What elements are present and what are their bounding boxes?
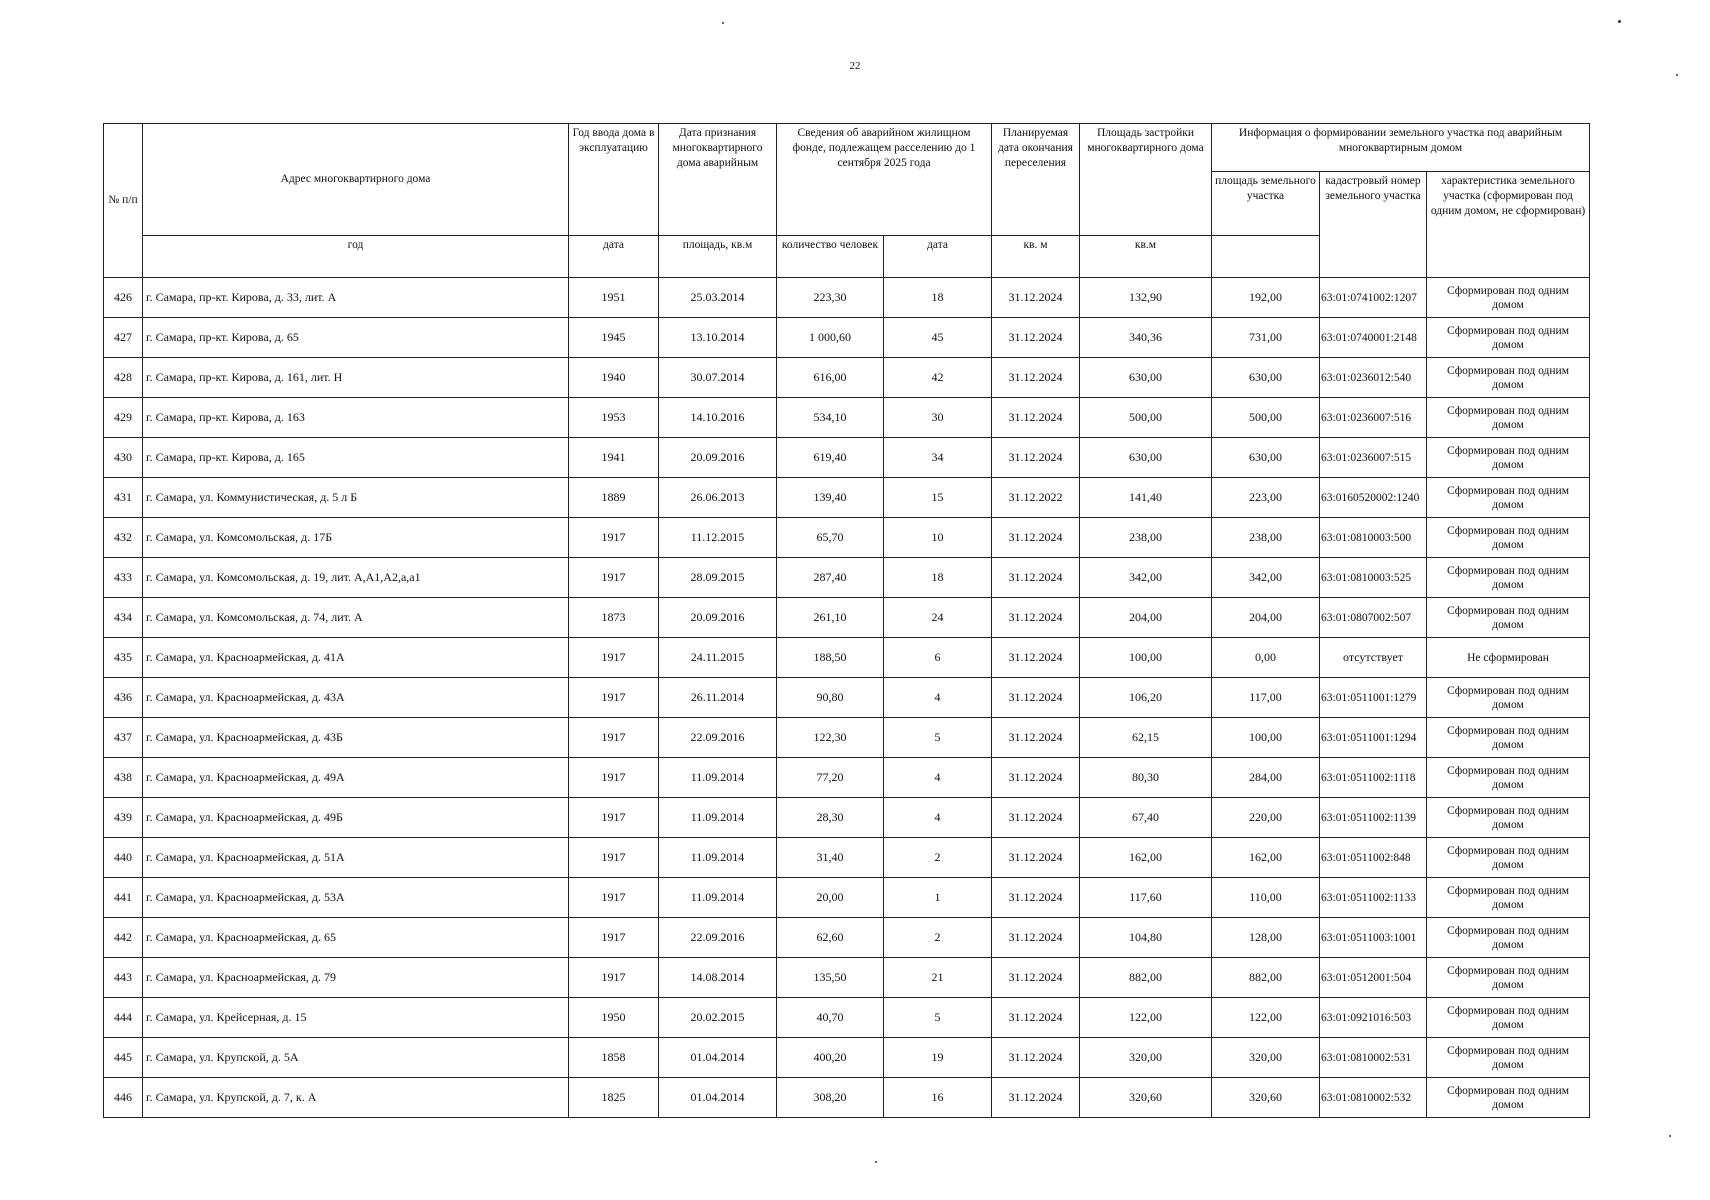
cell-date: 30.07.2014 xyxy=(659,358,777,398)
cell-area: 135,50 xyxy=(777,958,884,998)
header-land-area: площадь земельного участка xyxy=(1212,172,1320,236)
cell-num: 435 xyxy=(104,638,143,678)
cell-area: 616,00 xyxy=(777,358,884,398)
cell-area: 20,00 xyxy=(777,878,884,918)
cell-cadastral: 63:01:0236007:516 xyxy=(1320,398,1427,438)
cell-cadastral: 63:01:0810003:500 xyxy=(1320,518,1427,558)
cell-year: 1889 xyxy=(569,478,659,518)
cell-date: 22.09.2016 xyxy=(659,918,777,958)
table-row xyxy=(104,998,1590,1038)
cell-cadastral: 63:0160520002:1240 xyxy=(1320,478,1427,518)
cell-address: г. Самара, ул. Красноармейская, д. 51А xyxy=(143,838,569,878)
cell-num: 445 xyxy=(104,1038,143,1078)
cell-year: 1940 xyxy=(569,358,659,398)
cell-num: 438 xyxy=(104,758,143,798)
cell-characteristic: Сформирован под одним домом xyxy=(1427,478,1590,518)
cell-people: 4 xyxy=(884,678,992,718)
cell-date: 20.09.2016 xyxy=(659,598,777,638)
cell-area: 308,20 xyxy=(777,1078,884,1118)
cell-address: г. Самара, ул. Красноармейская, д. 65 xyxy=(143,918,569,958)
cell-building-area: 238,00 xyxy=(1080,518,1212,558)
cell-area: 139,40 xyxy=(777,478,884,518)
cell-address: г. Самара, пр-кт. Кирова, д. 65 xyxy=(143,318,569,358)
cell-date: 26.06.2013 xyxy=(659,478,777,518)
cell-characteristic: Сформирован под одним домом xyxy=(1427,278,1590,318)
cell-cadastral: 63:01:0810003:525 xyxy=(1320,558,1427,598)
cell-area: 287,40 xyxy=(777,558,884,598)
table-row xyxy=(104,438,1590,478)
header-unit-date: дата xyxy=(569,236,659,278)
cell-date: 28.09.2015 xyxy=(659,558,777,598)
table-row xyxy=(104,518,1590,558)
cell-people: 2 xyxy=(884,918,992,958)
cell-characteristic: Сформирован под одним домом xyxy=(1427,838,1590,878)
cell-land-area: 204,00 xyxy=(1212,598,1320,638)
cell-cadastral: 63:01:0511002:1139 xyxy=(1320,798,1427,838)
cell-people: 10 xyxy=(884,518,992,558)
cell-area: 188,50 xyxy=(777,638,884,678)
cell-year: 1917 xyxy=(569,878,659,918)
cell-planned: 31.12.2024 xyxy=(992,918,1080,958)
cell-address: г. Самара, ул. Комсомольская, д. 17Б xyxy=(143,518,569,558)
cell-people: 6 xyxy=(884,638,992,678)
cell-cadastral: 63:01:0810002:531 xyxy=(1320,1038,1427,1078)
cell-land-area: 192,00 xyxy=(1212,278,1320,318)
table-row xyxy=(104,718,1590,758)
cell-planned: 31.12.2024 xyxy=(992,878,1080,918)
cell-address: г. Самара, ул. Красноармейская, д. 43Б xyxy=(143,718,569,758)
cell-year: 1917 xyxy=(569,798,659,838)
cell-address: г. Самара, пр-кт. Кирова, д. 161, лит. Н xyxy=(143,358,569,398)
cell-people: 1 xyxy=(884,878,992,918)
table-row xyxy=(104,638,1590,678)
cell-planned: 31.12.2024 xyxy=(992,558,1080,598)
cell-building-area: 342,00 xyxy=(1080,558,1212,598)
cell-num: 444 xyxy=(104,998,143,1038)
cell-cadastral: 63:01:0511002:1118 xyxy=(1320,758,1427,798)
cell-area: 1 000,60 xyxy=(777,318,884,358)
header-planned-date: Планируемая дата окончания переселения xyxy=(992,124,1080,236)
table-row xyxy=(104,358,1590,398)
cell-area: 619,40 xyxy=(777,438,884,478)
header-unit-year: год xyxy=(143,236,569,278)
cell-land-area: 117,00 xyxy=(1212,678,1320,718)
cell-characteristic: Сформирован под одним домом xyxy=(1427,398,1590,438)
cell-address: г. Самара, ул. Красноармейская, д. 53А xyxy=(143,878,569,918)
cell-building-area: 100,00 xyxy=(1080,638,1212,678)
cell-year: 1917 xyxy=(569,918,659,958)
cell-people: 4 xyxy=(884,798,992,838)
header-year-commissioned: Год ввода дома в эксплуатацию xyxy=(569,124,659,236)
cell-building-area: 320,00 xyxy=(1080,1038,1212,1078)
table-row xyxy=(104,958,1590,998)
cell-date: 01.04.2014 xyxy=(659,1078,777,1118)
cell-planned: 31.12.2024 xyxy=(992,1038,1080,1078)
cell-date: 01.04.2014 xyxy=(659,1038,777,1078)
cell-num: 429 xyxy=(104,398,143,438)
table-row xyxy=(104,478,1590,518)
cell-cadastral: 63:01:0810002:532 xyxy=(1320,1078,1427,1118)
cell-characteristic: Сформирован под одним домом xyxy=(1427,598,1590,638)
cell-year: 1953 xyxy=(569,398,659,438)
cell-planned: 31.12.2024 xyxy=(992,438,1080,478)
cell-address: г. Самара, ул. Крейсерная, д. 15 xyxy=(143,998,569,1038)
table-row xyxy=(104,1038,1590,1078)
cell-address: г. Самара, ул. Комсомольская, д. 19, лит. А,А1,А2,а,а1 xyxy=(143,558,569,598)
cell-year: 1873 xyxy=(569,598,659,638)
cell-building-area: 630,00 xyxy=(1080,358,1212,398)
table-row xyxy=(104,318,1590,358)
cell-num: 439 xyxy=(104,798,143,838)
cell-characteristic: Не сформирован xyxy=(1427,638,1590,678)
cell-land-area: 128,00 xyxy=(1212,918,1320,958)
cell-date: 11.09.2014 xyxy=(659,758,777,798)
cell-land-area: 320,60 xyxy=(1212,1078,1320,1118)
cell-characteristic: Сформирован под одним домом xyxy=(1427,438,1590,478)
cell-planned: 31.12.2024 xyxy=(992,398,1080,438)
cell-land-area: 122,00 xyxy=(1212,998,1320,1038)
table-row xyxy=(104,918,1590,958)
header-num: № п/п xyxy=(104,124,143,278)
header-unit-planned-date: дата xyxy=(884,236,992,278)
cell-land-area: 731,00 xyxy=(1212,318,1320,358)
cell-land-area: 238,00 xyxy=(1212,518,1320,558)
cell-num: 441 xyxy=(104,878,143,918)
cell-area: 122,30 xyxy=(777,718,884,758)
table-row xyxy=(104,558,1590,598)
cell-year: 1917 xyxy=(569,838,659,878)
cell-num: 443 xyxy=(104,958,143,998)
cell-date: 25.03.2014 xyxy=(659,278,777,318)
cell-year: 1945 xyxy=(569,318,659,358)
cell-area: 90,80 xyxy=(777,678,884,718)
cell-building-area: 204,00 xyxy=(1080,598,1212,638)
header-land-info: Информация о формировании земельного участка под аварийным многоквартирным домом xyxy=(1212,124,1590,172)
cell-characteristic: Сформирован под одним домом xyxy=(1427,518,1590,558)
cell-year: 1858 xyxy=(569,1038,659,1078)
cell-land-area: 162,00 xyxy=(1212,838,1320,878)
cell-address: г. Самара, пр-кт. Кирова, д. 33, лит. А xyxy=(143,278,569,318)
cell-date: 11.12.2015 xyxy=(659,518,777,558)
cell-people: 24 xyxy=(884,598,992,638)
cell-area: 40,70 xyxy=(777,998,884,1038)
cell-people: 2 xyxy=(884,838,992,878)
cell-cadastral: 63:01:0807002:507 xyxy=(1320,598,1427,638)
cell-people: 42 xyxy=(884,358,992,398)
cell-building-area: 500,00 xyxy=(1080,398,1212,438)
cell-building-area: 62,15 xyxy=(1080,718,1212,758)
cell-num: 430 xyxy=(104,438,143,478)
cell-building-area: 132,90 xyxy=(1080,278,1212,318)
table-row xyxy=(104,678,1590,718)
header-unit-people: количество человек xyxy=(777,236,884,278)
cell-characteristic: Сформирован под одним домом xyxy=(1427,758,1590,798)
cell-characteristic: Сформирован под одним домом xyxy=(1427,998,1590,1038)
cell-address: г. Самара, ул. Комсомольская, д. 74, лит. А xyxy=(143,598,569,638)
cell-year: 1950 xyxy=(569,998,659,1038)
cell-planned: 31.12.2024 xyxy=(992,678,1080,718)
cell-area: 261,10 xyxy=(777,598,884,638)
cell-characteristic: Сформирован под одним домом xyxy=(1427,718,1590,758)
cell-building-area: 106,20 xyxy=(1080,678,1212,718)
cell-date: 20.09.2016 xyxy=(659,438,777,478)
cell-num: 437 xyxy=(104,718,143,758)
cell-people: 18 xyxy=(884,278,992,318)
cell-year: 1917 xyxy=(569,758,659,798)
cell-people: 30 xyxy=(884,398,992,438)
table-body xyxy=(104,278,1590,1118)
cell-num: 434 xyxy=(104,598,143,638)
table-row xyxy=(104,398,1590,438)
cell-address: г. Самара, пр-кт. Кирова, д. 165 xyxy=(143,438,569,478)
cell-characteristic: Сформирован под одним домом xyxy=(1427,958,1590,998)
cell-building-area: 320,60 xyxy=(1080,1078,1212,1118)
cell-num: 436 xyxy=(104,678,143,718)
header-date-recognized: Дата признания многоквартирного дома аварийным xyxy=(659,124,777,236)
cell-building-area: 67,40 xyxy=(1080,798,1212,838)
cell-num: 427 xyxy=(104,318,143,358)
cell-building-area: 80,30 xyxy=(1080,758,1212,798)
cell-planned: 31.12.2024 xyxy=(992,798,1080,838)
cell-planned: 31.12.2024 xyxy=(992,638,1080,678)
cell-year: 1825 xyxy=(569,1078,659,1118)
cell-planned: 31.12.2024 xyxy=(992,278,1080,318)
cell-planned: 31.12.2022 xyxy=(992,478,1080,518)
cell-land-area: 0,00 xyxy=(1212,638,1320,678)
cell-date: 24.11.2015 xyxy=(659,638,777,678)
cell-planned: 31.12.2024 xyxy=(992,758,1080,798)
cell-cadastral: 63:01:0921016:503 xyxy=(1320,998,1427,1038)
cell-planned: 31.12.2024 xyxy=(992,958,1080,998)
header-building-area: Площадь застройки многоквартирного дома xyxy=(1080,124,1212,236)
cell-address: г. Самара, ул. Красноармейская, д. 49Б xyxy=(143,798,569,838)
cell-characteristic: Сформирован под одним домом xyxy=(1427,558,1590,598)
cell-land-area: 342,00 xyxy=(1212,558,1320,598)
cell-people: 15 xyxy=(884,478,992,518)
header-address: Адрес многоквартирного дома xyxy=(143,124,569,236)
cell-date: 14.08.2014 xyxy=(659,958,777,998)
cell-people: 45 xyxy=(884,318,992,358)
cell-building-area: 882,00 xyxy=(1080,958,1212,998)
header-unit-building-area: кв. м xyxy=(992,236,1080,278)
cell-area: 400,20 xyxy=(777,1038,884,1078)
cell-num: 442 xyxy=(104,918,143,958)
cell-cadastral: 63:01:0236012:540 xyxy=(1320,358,1427,398)
cell-date: 13.10.2014 xyxy=(659,318,777,358)
cell-building-area: 630,00 xyxy=(1080,438,1212,478)
header-emergency-info: Сведения об аварийном жилищном фонде, подлежащем расселению до 1 сентября 2025 года xyxy=(777,124,992,236)
cell-year: 1917 xyxy=(569,958,659,998)
header-cadastral: кадастровый номер земельного участка xyxy=(1320,172,1427,278)
cell-characteristic: Сформирован под одним домом xyxy=(1427,678,1590,718)
cell-characteristic: Сформирован под одним домом xyxy=(1427,798,1590,838)
cell-address: г. Самара, ул. Красноармейская, д. 41А xyxy=(143,638,569,678)
cell-date: 11.09.2014 xyxy=(659,798,777,838)
cell-address: г. Самара, ул. Крупской, д. 5А xyxy=(143,1038,569,1078)
cell-land-area: 630,00 xyxy=(1212,358,1320,398)
cell-num: 440 xyxy=(104,838,143,878)
cell-cadastral: 63:01:0511001:1294 xyxy=(1320,718,1427,758)
cell-planned: 31.12.2024 xyxy=(992,518,1080,558)
cell-people: 18 xyxy=(884,558,992,598)
cell-area: 65,70 xyxy=(777,518,884,558)
cell-date: 11.09.2014 xyxy=(659,838,777,878)
cell-characteristic: Сформирован под одним домом xyxy=(1427,878,1590,918)
cell-building-area: 122,00 xyxy=(1080,998,1212,1038)
cell-date: 11.09.2014 xyxy=(659,878,777,918)
cell-planned: 31.12.2024 xyxy=(992,1078,1080,1118)
table-row xyxy=(104,278,1590,318)
cell-cadastral: 63:01:0511002:848 xyxy=(1320,838,1427,878)
cell-cadastral: 63:01:0511001:1279 xyxy=(1320,678,1427,718)
cell-people: 16 xyxy=(884,1078,992,1118)
cell-characteristic: Сформирован под одним домом xyxy=(1427,1078,1590,1118)
cell-land-area: 500,00 xyxy=(1212,398,1320,438)
cell-area: 534,10 xyxy=(777,398,884,438)
cell-date: 22.09.2016 xyxy=(659,718,777,758)
cell-people: 34 xyxy=(884,438,992,478)
cell-planned: 31.12.2024 xyxy=(992,318,1080,358)
cell-people: 4 xyxy=(884,758,992,798)
header-land-characteristic: характеристика земельного участка (сформирован под одним домом, не сформирован) xyxy=(1427,172,1590,278)
cell-year: 1917 xyxy=(569,518,659,558)
cell-planned: 31.12.2024 xyxy=(992,838,1080,878)
cell-address: г. Самара, ул. Красноармейская, д. 43А xyxy=(143,678,569,718)
table-row xyxy=(104,878,1590,918)
cell-year: 1917 xyxy=(569,638,659,678)
cell-building-area: 117,60 xyxy=(1080,878,1212,918)
cell-planned: 31.12.2024 xyxy=(992,718,1080,758)
cell-land-area: 882,00 xyxy=(1212,958,1320,998)
cell-people: 19 xyxy=(884,1038,992,1078)
cell-area: 28,30 xyxy=(777,798,884,838)
cell-characteristic: Сформирован под одним домом xyxy=(1427,358,1590,398)
emergency-housing-table xyxy=(103,123,1590,1118)
table-row xyxy=(104,598,1590,638)
cell-date: 26.11.2014 xyxy=(659,678,777,718)
cell-people: 5 xyxy=(884,998,992,1038)
cell-building-area: 141,40 xyxy=(1080,478,1212,518)
cell-year: 1941 xyxy=(569,438,659,478)
header-unit-area: площадь, кв.м xyxy=(659,236,777,278)
cell-characteristic: Сформирован под одним домом xyxy=(1427,318,1590,358)
cell-land-area: 100,00 xyxy=(1212,718,1320,758)
cell-num: 446 xyxy=(104,1078,143,1118)
cell-people: 21 xyxy=(884,958,992,998)
cell-land-area: 630,00 xyxy=(1212,438,1320,478)
cell-address: г. Самара, ул. Красноармейская, д. 79 xyxy=(143,958,569,998)
cell-characteristic: Сформирован под одним домом xyxy=(1427,1038,1590,1078)
cell-cadastral: 63:01:0741002:1207 xyxy=(1320,278,1427,318)
cell-num: 428 xyxy=(104,358,143,398)
cell-date: 20.02.2015 xyxy=(659,998,777,1038)
table-row xyxy=(104,758,1590,798)
table-row xyxy=(104,838,1590,878)
table-row xyxy=(104,798,1590,838)
cell-num: 431 xyxy=(104,478,143,518)
cell-cadastral: 63:01:0512001:504 xyxy=(1320,958,1427,998)
cell-area: 62,60 xyxy=(777,918,884,958)
cell-address: г. Самара, пр-кт. Кирова, д. 163 xyxy=(143,398,569,438)
cell-planned: 31.12.2024 xyxy=(992,998,1080,1038)
cell-address: г. Самара, ул. Коммунистическая, д. 5 л Б xyxy=(143,478,569,518)
cell-cadastral: 63:01:0236007:515 xyxy=(1320,438,1427,478)
cell-building-area: 162,00 xyxy=(1080,838,1212,878)
cell-cadastral: 63:01:0511003:1001 xyxy=(1320,918,1427,958)
cell-area: 223,30 xyxy=(777,278,884,318)
cell-year: 1917 xyxy=(569,718,659,758)
cell-year: 1951 xyxy=(569,278,659,318)
cell-date: 14.10.2016 xyxy=(659,398,777,438)
cell-year: 1917 xyxy=(569,558,659,598)
cell-cadastral: 63:01:0511002:1133 xyxy=(1320,878,1427,918)
cell-people: 5 xyxy=(884,718,992,758)
cell-area: 31,40 xyxy=(777,838,884,878)
cell-land-area: 110,00 xyxy=(1212,878,1320,918)
cell-num: 432 xyxy=(104,518,143,558)
cell-address: г. Самара, ул. Красноармейская, д. 49А xyxy=(143,758,569,798)
table-row xyxy=(104,1078,1590,1118)
cell-building-area: 340,36 xyxy=(1080,318,1212,358)
cell-building-area: 104,80 xyxy=(1080,918,1212,958)
page-number: 22 xyxy=(849,60,861,72)
cell-cadastral: 63:01:0740001:2148 xyxy=(1320,318,1427,358)
cell-planned: 31.12.2024 xyxy=(992,358,1080,398)
cell-num: 426 xyxy=(104,278,143,318)
cell-land-area: 284,00 xyxy=(1212,758,1320,798)
cell-planned: 31.12.2024 xyxy=(992,598,1080,638)
cell-land-area: 320,00 xyxy=(1212,1038,1320,1078)
cell-area: 77,20 xyxy=(777,758,884,798)
cell-land-area: 223,00 xyxy=(1212,478,1320,518)
cell-characteristic: Сформирован под одним домом xyxy=(1427,918,1590,958)
header-unit-land-area: кв.м xyxy=(1080,236,1212,278)
cell-year: 1917 xyxy=(569,678,659,718)
cell-land-area: 220,00 xyxy=(1212,798,1320,838)
cell-num: 433 xyxy=(104,558,143,598)
cell-address: г. Самара, ул. Крупской, д. 7, к. А xyxy=(143,1078,569,1118)
cell-cadastral: отсутствует xyxy=(1320,638,1427,678)
